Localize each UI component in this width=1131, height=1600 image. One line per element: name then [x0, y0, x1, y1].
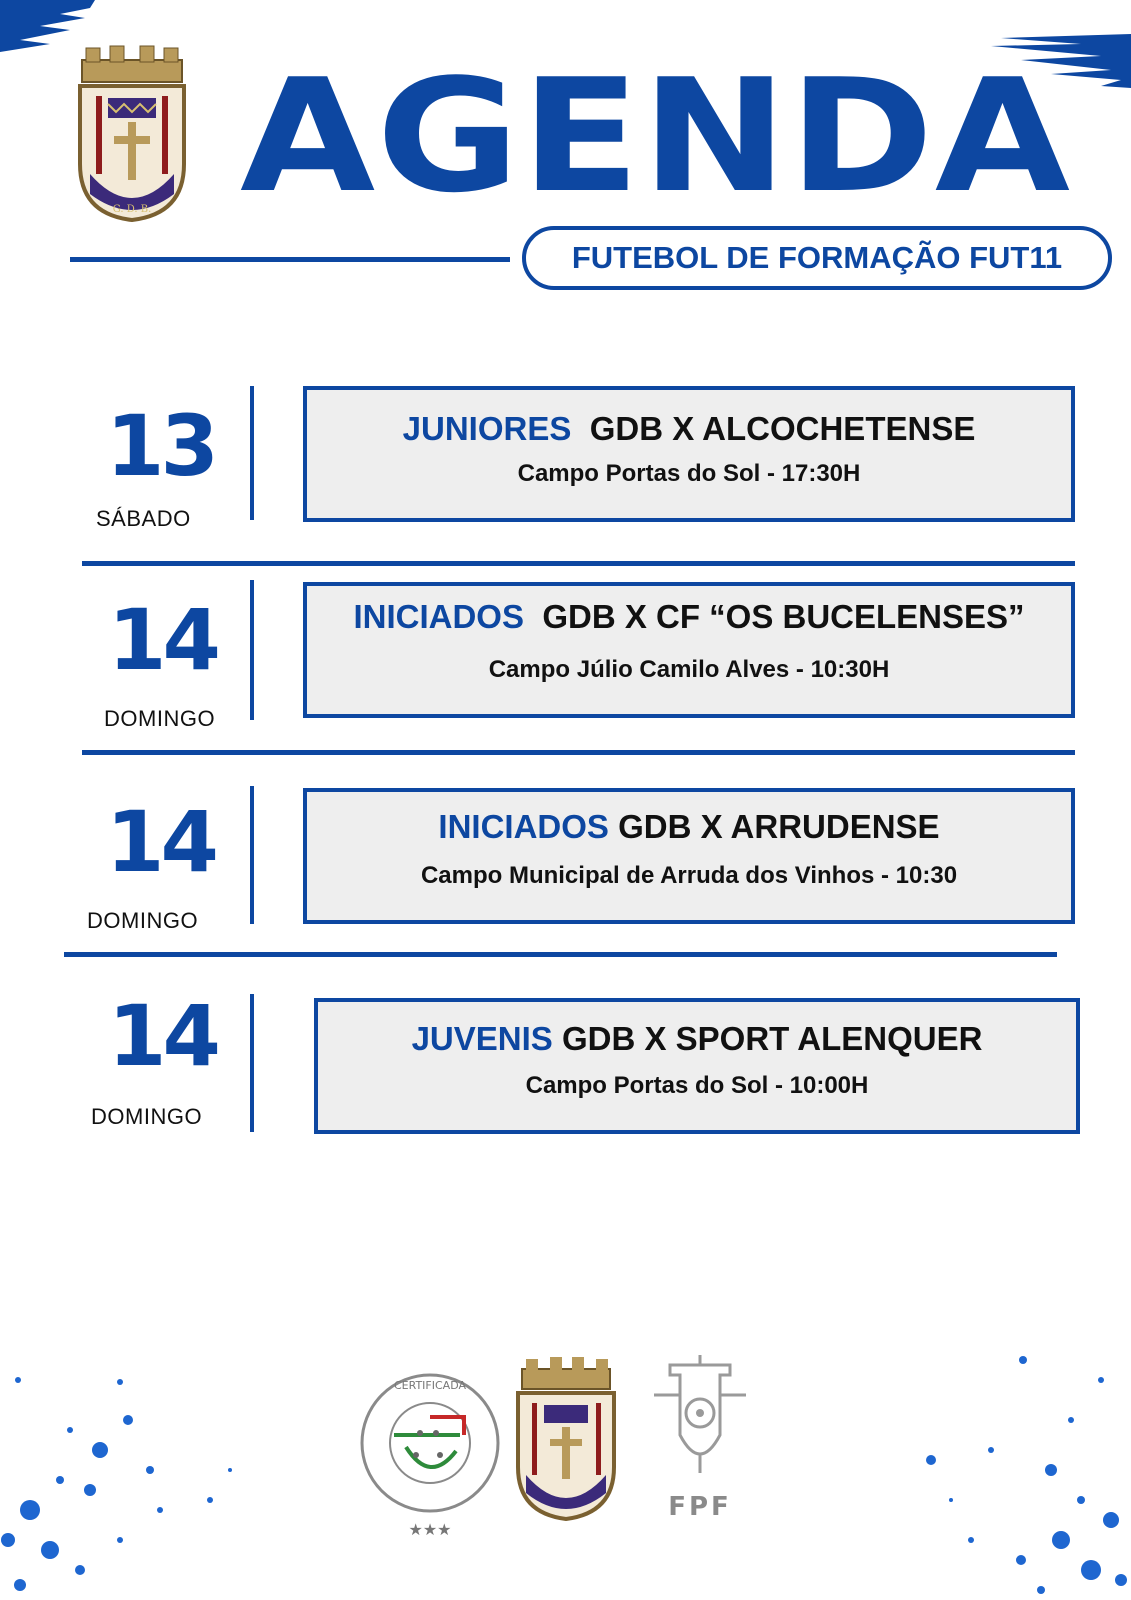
event-day-number: 13 [106, 397, 215, 495]
event-weekday: SÁBADO [96, 506, 191, 531]
event-venue: Campo Júlio Camilo Alves - 10:30H [488, 656, 890, 683]
footer-logos [360, 1355, 780, 1555]
event-separator [64, 952, 1057, 957]
event-match-title [318, 1020, 1076, 1058]
event-category: JUNIORES [402, 410, 572, 447]
page-title: AGENDA [240, 45, 1072, 227]
event-separator [82, 561, 1075, 566]
event-teams: GDB X ALCOCHETENSE [589, 410, 976, 447]
svg-text:CERTIFICADA: CERTIFICADA [393, 1379, 467, 1392]
event-category: INICIADOS [438, 808, 609, 845]
event-vertical-divider [250, 386, 254, 520]
fpf-label: FPF [668, 1492, 732, 1522]
event-day-number: 14 [108, 591, 217, 689]
paint-splatter-right [871, 1340, 1131, 1600]
event-teams: GDB X SPORT ALENQUER [561, 1020, 983, 1057]
event-venue: Campo Portas do Sol - 10:00H [525, 1072, 869, 1099]
event-teams: GDB X CF “OS BUCELENSES” [542, 598, 1025, 635]
event-card [303, 582, 1075, 718]
event-match-title [307, 410, 1071, 448]
event-vertical-divider [250, 580, 254, 720]
event-weekday: DOMINGO [91, 1104, 203, 1129]
certification-seal-logo [362, 1375, 498, 1539]
subtitle-badge [522, 226, 1112, 290]
paint-splatter-left [0, 1360, 260, 1600]
event-card [303, 788, 1075, 924]
event-weekday: DOMINGO [87, 908, 199, 933]
event-match-title [307, 808, 1071, 846]
event-match-title [307, 598, 1071, 636]
event-weekday: DOMINGO [104, 706, 216, 731]
event-day-number: 14 [106, 793, 215, 891]
event-row [0, 786, 1131, 936]
event-day-number: 14 [108, 987, 217, 1085]
header-divider [70, 257, 510, 262]
event-teams: GDB X ARRUDENSE [618, 808, 940, 845]
fpf-logo [654, 1355, 746, 1522]
event-card [314, 998, 1080, 1134]
event-venue: Campo Municipal de Arruda dos Vinhos - 10:30 [420, 862, 958, 889]
event-card [303, 386, 1075, 522]
event-separator [82, 750, 1075, 755]
crest-letters-text: G. D. B. [112, 204, 152, 215]
club-crest-logo [72, 44, 192, 224]
event-category: INICIADOS [353, 598, 524, 635]
svg-text:★★★: ★★★ [408, 1520, 452, 1539]
event-row [0, 580, 1131, 730]
event-category: JUVENIS [411, 1020, 553, 1057]
event-vertical-divider [250, 994, 254, 1132]
subtitle-text: FUTEBOL DE FORMAÇÃO FUT11 [571, 240, 1063, 275]
event-row [0, 386, 1131, 566]
event-row [0, 987, 1131, 1144]
event-venue: Campo Portas do Sol - 17:30H [517, 460, 861, 487]
club-crest-footer-logo [518, 1357, 614, 1519]
event-vertical-divider [250, 786, 254, 924]
